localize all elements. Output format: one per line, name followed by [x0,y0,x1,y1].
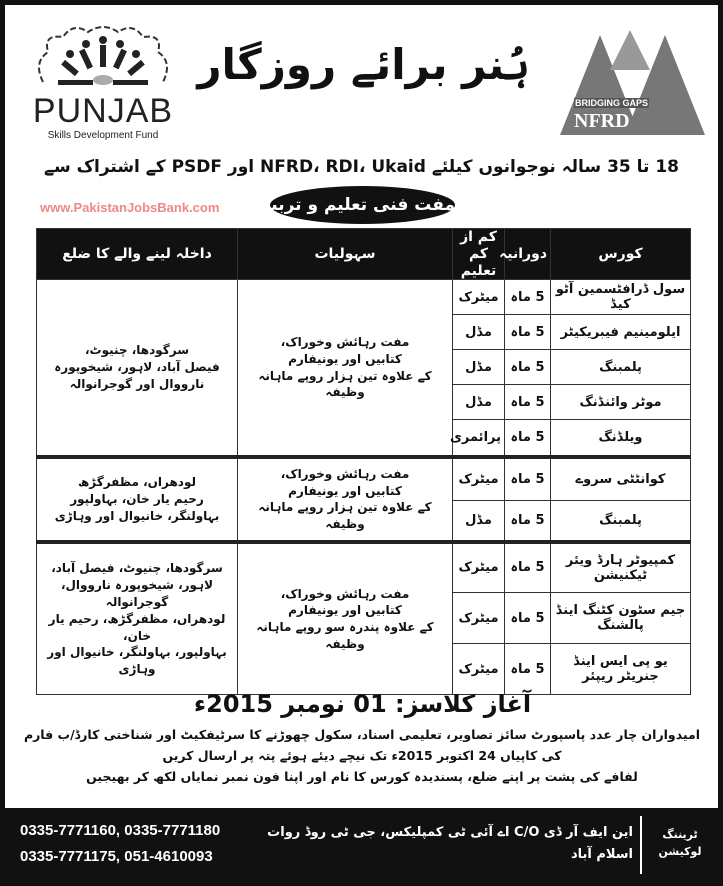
ad-subtitle: 18 تا 35 سالہ نوجوانوں کیلئے NFRD، RDI، Ukaid اور PSDF کے اشتراک سے [43,157,680,177]
watermark: www.PakistanJobsBank.com [40,200,220,215]
nfrd-brand: NFRD [574,110,630,132]
facility-line: کتابیں اور یونیفارم [288,603,402,618]
training-address: این ایف آر ڈی C/O اے آئی ٹی کمپلیکس، جی ٹی روڈ روات اسلام آباد [267,825,633,862]
phone-numbers [20,818,220,870]
free-training-badge: مفت فنی تعلیم و تربیت [270,186,455,224]
course-cell: ایلومینیم فیبریکیٹر [551,315,691,350]
gear-people-icon [28,22,178,97]
phone-line: 0335-7771175, 051-4610093 [20,848,213,865]
district-line: فیصل آباد، لاہور، شیخوپورہ [54,360,220,375]
duration-cell: 5 ماہ [505,350,551,385]
education-cell: مڈل [453,385,505,420]
district-line: سرگودھا، چنیوٹ، [84,343,190,358]
duration-cell: 5 ماہ [505,420,551,457]
facility-line: مفت رہائش وخوراک، [280,466,410,481]
psdf-logo [28,22,178,147]
education-cell: میٹرک [453,280,505,315]
facility-line: مفت رہائش وخوراک، [280,586,410,601]
duration-cell: 5 ماہ [505,542,551,593]
course-cell: موٹر وائنڈنگ [551,385,691,420]
district-line: بہاولپور، بہاولنگر، خانیوال اور وہاڑی [47,645,227,677]
duration-cell: 5 ماہ [505,501,551,542]
course-cell: پلمبنگ [551,350,691,385]
education-cell: میٹرک [453,457,505,501]
contact-footer [5,808,718,881]
header-district: داخلہ لینے والے کا ضلع [37,229,238,280]
education-cell: میٹرک [453,644,505,695]
district-line: لودھراں، مظفرگڑھ [78,475,196,490]
course-cell: یو پی ایس اینڈ جنریٹر ریپئر [551,644,691,695]
training-location-label: ٹریننگ لوکیشن [658,828,702,858]
course-cell: سول ڈرافٹسمین آٹو کیڈ [551,280,691,315]
psdf-brand: PUNJAB [32,92,174,130]
education-cell: مڈل [453,315,505,350]
district-line: بہاولنگر، خانیوال اور وہاڑی [54,508,220,523]
facilities-cell [238,280,453,457]
nfrd-tagline: BRIDGING GAPS [575,98,649,108]
instruction-line: لفافے کی پشت پر اپنے ضلع، پسندیدہ کورس کا نام اور اپنا فون نمبر نمایاں لکھ کر بھیجیں [86,769,638,784]
district-line: لودھراں، مظفرگڑھ، رحیم یار خان، [48,611,226,643]
districts-cell [37,280,238,457]
table-header-row [37,229,691,280]
duration-cell: 5 ماہ [505,457,551,501]
facility-line: کے علاوہ تین ہزار روپے ماہانہ وظیفہ [258,368,432,400]
duration-cell: 5 ماہ [505,315,551,350]
education-cell: میٹرک [453,593,505,644]
facility-line: کتابیں اور یونیفارم [288,351,402,366]
header-duration: دورانیہ [505,229,551,280]
psdf-subtitle: Skills Development Fund [47,130,159,141]
facilities-cell [238,542,453,695]
facility-line: کتابیں اور یونیفارم [288,483,402,498]
header-education: کم از کم تعلیم [453,229,505,280]
header-course: کورس [551,229,691,280]
nfrd-logo [560,30,710,140]
education-cell: مڈل [453,501,505,542]
district-line: سرگودھا، چنیوٹ، فیصل آباد، [51,561,223,576]
instruction-line: امیدواران چار عدد پاسپورٹ سائز تصاویر، تعلیمی اسناد، سکول چھوڑنے کا سرٹیفکیٹ اور شناختی کارڈ/ب فارم کی کاپیاں 24 اکتوبر 2015ء تک نیچے دیئے ہوئے پتہ پر ارسال کریں [23,727,701,763]
facility-line: کے علاوہ تین ہزار روپے ماہانہ وظیفہ [258,500,432,532]
table-row [37,542,691,593]
duration-cell: 5 ماہ [505,385,551,420]
duration-cell: 5 ماہ [505,280,551,315]
education-cell: مڈل [453,350,505,385]
facility-line: مفت رہائش وخوراک، [280,335,410,350]
courses-table [36,228,691,695]
course-cell: ویلڈنگ [551,420,691,457]
facilities-cell [238,457,453,542]
district-line: رحیم یار خان، بہاولپور [70,491,204,506]
course-cell: کمپیوٹر ہارڈ ویئر ٹیکنیشن [551,542,691,593]
table-row [37,457,691,501]
classes-start-date: آغاز کلاسز: 01 نومبر 2015ء [193,690,532,718]
district-line: نارووال اور گوجرانوالہ [69,377,205,392]
facility-line: کے علاوہ پندرہ سو روپے ماہانہ وظیفہ [256,620,434,651]
course-cell: کوانٹٹی سروے [551,457,691,501]
header-facilities: سہولیات [238,229,453,280]
district-line: لاہور، شیخوپورہ نارووال، گوجرانوالہ [60,578,214,609]
duration-cell: 5 ماہ [505,644,551,695]
districts-cell [37,457,238,542]
instructions [22,724,702,787]
table-row [37,280,691,315]
education-cell: پرائمری [453,420,505,457]
divider [640,816,642,874]
course-cell: جیم سٹون کٹنگ اینڈ پالشنگ [551,593,691,644]
phone-line: 0335-7771160, 0335-7771180 [20,822,221,839]
duration-cell: 5 ماہ [505,593,551,644]
districts-cell [37,542,238,695]
course-cell: پلمبنگ [551,501,691,542]
ad-title: ہُنر برائے روزگار [197,40,530,89]
education-cell: میٹرک [453,542,505,593]
